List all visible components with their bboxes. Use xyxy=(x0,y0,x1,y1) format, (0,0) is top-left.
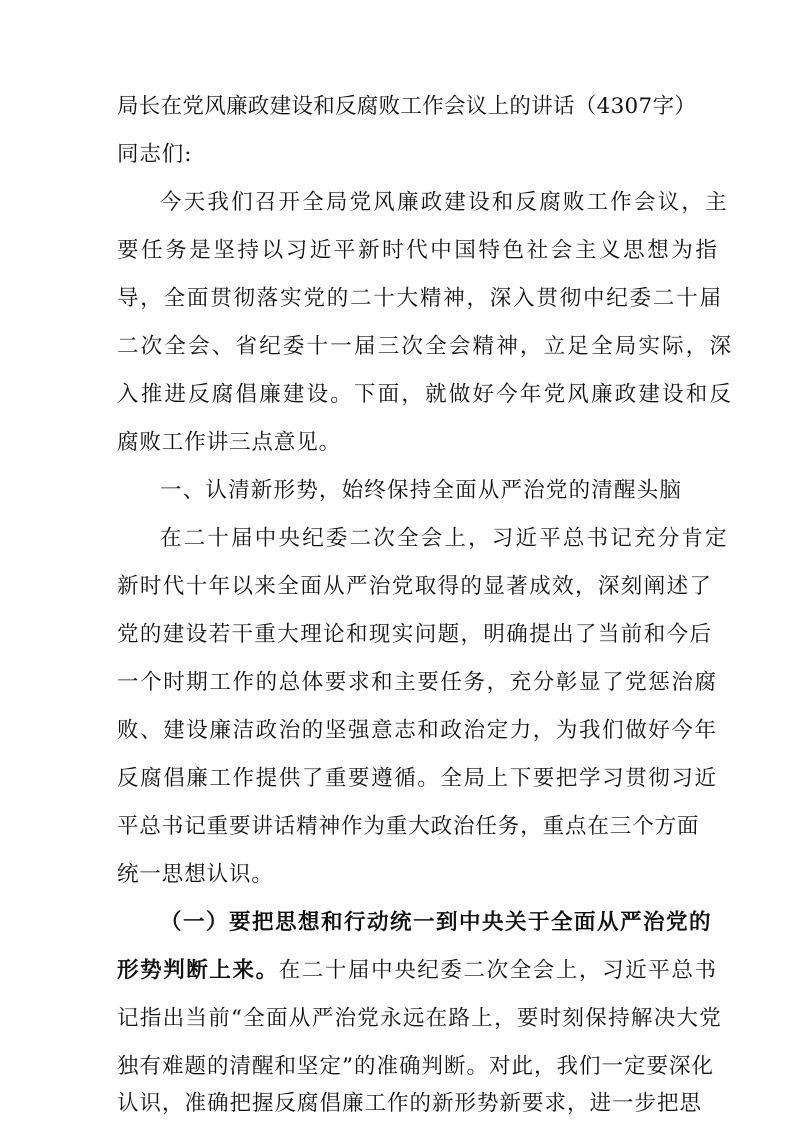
subsection-line: 独有难题的清醒和坚定”的准确判断。对此，我们一定要深化 xyxy=(117,1054,714,1079)
subsection-text: 在二十届中央纪委二次全会上，习近平总书 xyxy=(278,958,718,983)
section-paragraph-line: 新时代十年以来全面从严治党取得的显著成效，深刻阐述了 xyxy=(117,574,713,599)
section-paragraph-line: 统一思想认识。 xyxy=(117,862,274,887)
section-heading: 一、认清新形势，始终保持全面从严治党的清醒头脑 xyxy=(160,478,683,503)
salutation: 同志们: xyxy=(117,142,193,167)
intro-line: 要任务是坚持以习近平新时代中国特色社会主义思想为指 xyxy=(117,238,720,263)
subsection-heading: （一）要把思想和行动统一到中央关于全面从严治党的 xyxy=(160,910,713,935)
section-paragraph-line: 败、建设廉洁政治的坚强意志和政治定力，为我们做好今年 xyxy=(117,718,718,743)
intro-line: 导，全面贯彻落实党的二十大精神，深入贯彻中纪委二十届 xyxy=(117,286,723,311)
subsection-line: 记指出当前“全面从严治党永远在路上，要时刻保持解决大党 xyxy=(117,1006,723,1031)
intro-line: 今天我们召开全局党风廉政建设和反腐败工作会议，主 xyxy=(160,190,729,215)
intro-line: 入推进反腐倡廉建设。下面，就做好今年党风廉政建设和反 xyxy=(117,382,734,407)
subsection-heading-continuation: 形势判断上来。 xyxy=(117,958,279,983)
subsection-line: 认识，准确把握反腐倡廉工作的新形势新要求，进一步把思 xyxy=(117,1091,703,1116)
section-paragraph-line: 反腐倡廉工作提供了重要遵循。全局上下要把学习贯彻习近 xyxy=(117,766,718,791)
intro-line: 二次全会、省纪委十一届三次全会精神，立足全局实际，深 xyxy=(117,334,734,359)
section-paragraph-line: 一个时期工作的总体要求和主要任务，充分彰显了党惩治腐 xyxy=(117,670,718,695)
subsection-line-mixed xyxy=(117,957,718,985)
section-paragraph-line: 平总书记重要讲话精神作为重大政治任务，重点在三个方面 xyxy=(117,814,700,839)
document-title-line: 局长在党风廉政建设和反腐败工作会议上的讲话（4307字） xyxy=(117,94,697,119)
section-paragraph-line: 在二十届中央纪委二次全会上，习近平总书记充分肯定 xyxy=(160,526,729,551)
section-paragraph-line: 党的建设若干重大理论和现实问题，明确提出了当前和今后 xyxy=(117,622,713,647)
intro-line: 腐败工作讲三点意见。 xyxy=(117,430,342,455)
